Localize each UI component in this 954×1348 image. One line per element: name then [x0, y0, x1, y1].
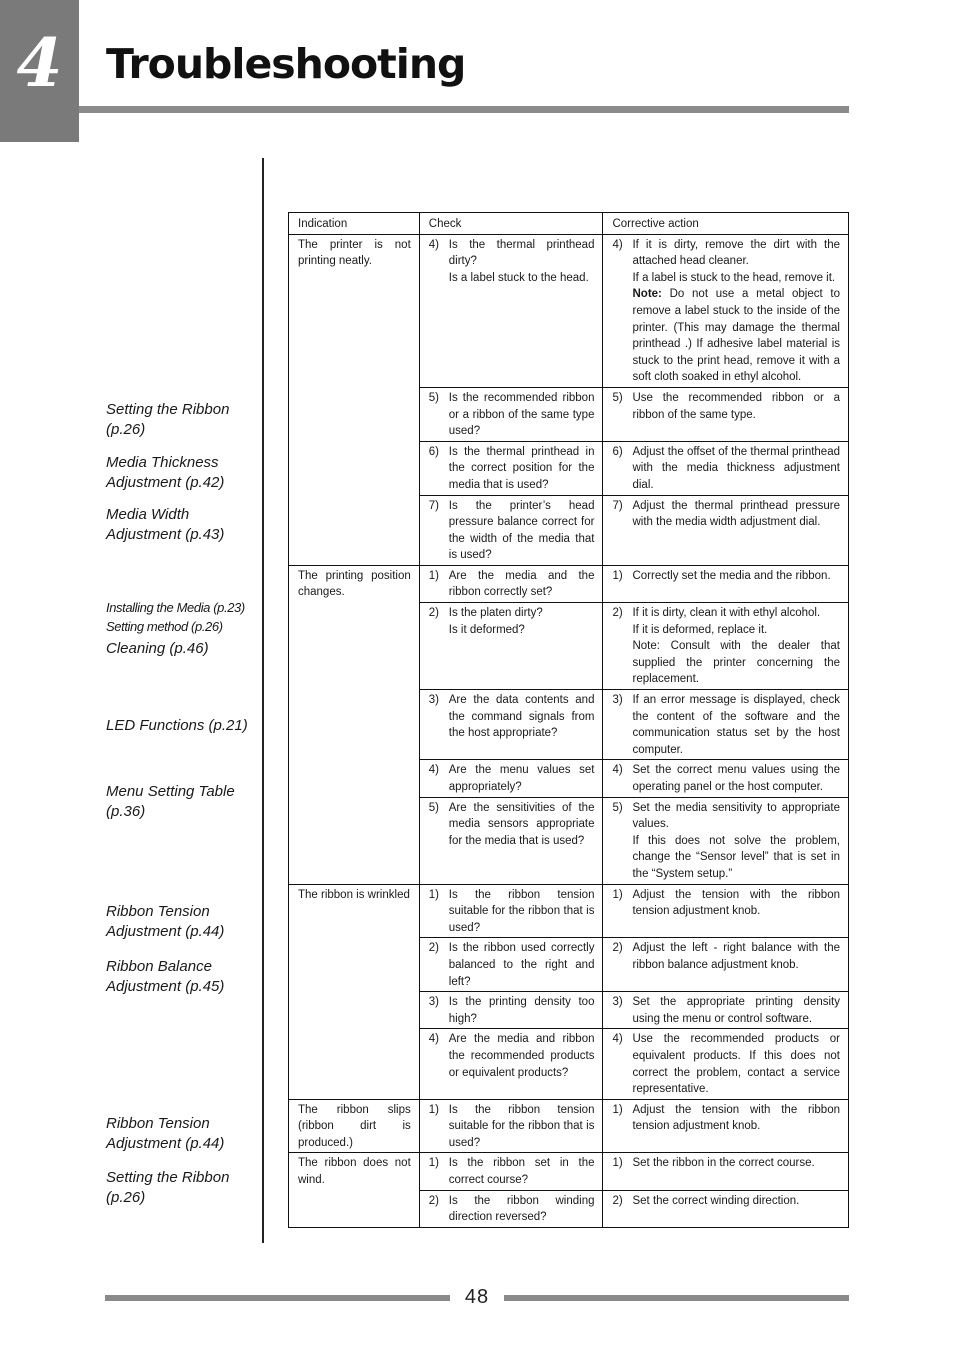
action-body: If it is dirty, remove the dirt with the attached head cleaner. If a label is stuck to the head, remove it. — [632, 238, 840, 284]
indication-cell: The ribbon is wrinkled — [289, 884, 420, 1099]
check-cell — [419, 992, 603, 1029]
check-cell — [419, 387, 603, 441]
check-text — [449, 940, 595, 990]
check-content — [429, 605, 595, 638]
action-text — [632, 1102, 840, 1135]
action-cell — [603, 992, 849, 1029]
check-body: Is the thermal printhead dirty? Is a label stuck to the head. — [448, 238, 595, 284]
check-text — [449, 1102, 595, 1152]
check-content — [429, 994, 595, 1027]
check-number: 4) — [428, 238, 439, 251]
ref-menu-setting-table[interactable]: Menu Setting Table (p.36) — [106, 783, 235, 820]
action-number: 3) — [612, 996, 623, 1009]
action-number: 4) — [612, 764, 623, 777]
action-body: Adjust the tension with the ribbon tension adjustment knob. — [632, 1103, 840, 1133]
check-text — [449, 444, 595, 494]
action-body: Adjust the left - right balance with the ribbon balance adjustment knob. — [632, 942, 840, 971]
header-corrective-action: Corrective action — [603, 213, 849, 235]
action-note — [632, 286, 840, 386]
action-cell — [603, 1190, 849, 1227]
header-check: Check — [419, 213, 603, 235]
check-number: 2) — [428, 607, 439, 620]
check-number: 5) — [428, 391, 439, 404]
check-body: Is the ribbon tension suitable for the ribbon that is used? — [448, 1103, 595, 1149]
action-content — [612, 444, 840, 494]
check-cell — [419, 1153, 603, 1190]
check-body: Are the media and the ribbon correctly set? — [448, 569, 595, 599]
ref-media-thickness[interactable]: Media Thickness Adjustment (p.42) — [106, 454, 225, 491]
footer-rule-right — [504, 1295, 849, 1301]
action-text — [632, 994, 840, 1027]
action-body: Use the recommended ribbon or a ribbon of the same type. — [632, 391, 840, 421]
action-cell — [603, 884, 849, 938]
action-cell — [603, 603, 849, 690]
action-number: 4) — [612, 1033, 623, 1046]
check-cell — [419, 565, 603, 602]
check-text — [449, 1193, 595, 1226]
ref-cleaning[interactable]: Cleaning (p.46) — [106, 640, 209, 657]
check-content — [429, 568, 595, 601]
table-row — [289, 565, 849, 602]
check-body: Is the ribbon winding direction reversed? — [448, 1194, 595, 1224]
ref-ribbon-tension[interactable]: Ribbon Tension Adjustment (p.44) — [106, 903, 225, 940]
action-body: Use the recommended products or equivalent products. If this does not correct the problem, contact a service representative. — [632, 1033, 840, 1096]
action-cell — [603, 1029, 849, 1099]
check-text — [449, 605, 595, 638]
check-content — [429, 1102, 595, 1152]
action-text — [632, 444, 840, 494]
indication-cell: The printer is not printing neatly. — [289, 234, 420, 565]
action-text — [632, 498, 840, 531]
check-cell — [419, 884, 603, 938]
table-body — [289, 234, 849, 1227]
action-cell — [603, 495, 849, 565]
check-cell — [419, 690, 603, 760]
check-content — [429, 237, 595, 287]
check-text — [449, 800, 595, 850]
action-number: 2) — [612, 942, 623, 955]
check-content — [429, 498, 595, 564]
check-text — [449, 390, 595, 440]
check-text — [449, 568, 595, 601]
check-body: Is the recommended ribbon or a ribbon of the same type used? — [448, 391, 595, 438]
check-body: Are the menu values set appropriately? — [448, 764, 595, 793]
indication-cell: The ribbon slips (ribbon dirt is produced.) — [289, 1099, 420, 1153]
check-number: 6) — [428, 445, 439, 458]
check-content — [429, 887, 595, 937]
action-text — [632, 568, 840, 585]
ref-led-functions[interactable]: LED Functions (p.21) — [106, 717, 248, 734]
check-number: 4) — [428, 764, 439, 777]
check-body: Are the media and ribbon the recommended products or equivalent products? — [448, 1033, 595, 1079]
action-number: 5) — [612, 391, 623, 404]
action-cell — [603, 690, 849, 760]
action-text — [632, 1031, 840, 1097]
action-text — [632, 940, 840, 973]
action-number: 1) — [612, 569, 623, 582]
action-text — [632, 800, 840, 883]
ref-installing-media[interactable]: Installing the Media (p.23) Setting method (p.26) — [106, 600, 245, 634]
check-cell — [419, 760, 603, 797]
action-cell — [603, 760, 849, 797]
action-content — [612, 1102, 840, 1135]
action-content — [612, 1155, 840, 1172]
table-header-row — [289, 213, 849, 235]
ref-setting-ribbon[interactable]: Setting the Ribbon (p.26) — [106, 401, 230, 438]
ref-ribbon-tension-2[interactable]: Ribbon Tension Adjustment (p.44) — [106, 1115, 225, 1152]
action-text — [632, 237, 840, 386]
action-body: Correctly set the media and the ribbon. — [632, 569, 831, 582]
check-text — [449, 1031, 595, 1081]
action-number: 6) — [612, 445, 623, 458]
action-content — [612, 605, 840, 688]
action-text — [632, 762, 840, 795]
action-content — [612, 390, 840, 423]
action-body: Set the correct menu values using the operating panel or the host computer. — [632, 764, 840, 793]
check-text — [449, 762, 595, 795]
action-number: 2) — [612, 1194, 623, 1207]
check-number: 1) — [428, 1157, 439, 1170]
check-content — [429, 762, 595, 795]
check-number: 5) — [428, 801, 439, 814]
action-text — [632, 887, 840, 920]
check-text — [449, 994, 595, 1027]
action-cell — [603, 1153, 849, 1190]
footer-rule-left — [105, 1295, 450, 1301]
action-number: 3) — [612, 694, 623, 707]
check-cell — [419, 603, 603, 690]
check-number: 1) — [428, 569, 439, 582]
check-body: Is the printer’s head pressure balance correct for the width of the media that is used? — [448, 499, 595, 562]
check-body: Are the sensitivities of the media sensors appropriate for the media that is used? — [448, 801, 595, 847]
check-number: 1) — [428, 888, 439, 901]
page-title: Troubleshooting — [106, 40, 466, 88]
check-body: Is the ribbon set in the correct course? — [448, 1157, 595, 1187]
action-cell — [603, 234, 849, 387]
action-content — [612, 237, 840, 386]
action-content — [612, 887, 840, 920]
action-text — [632, 605, 840, 688]
action-cell — [603, 797, 849, 884]
check-content — [429, 1155, 595, 1188]
note-text: Do not use a metal object to remove a label stuck to the inside of the printer. (This may damage the thermal printhead .) If adhesive label material is stuck to the print head, remove it with a soft cloth soaked in ethyl alcohol. — [632, 288, 840, 384]
check-text — [449, 692, 595, 742]
action-content — [612, 498, 840, 531]
check-content — [429, 444, 595, 494]
table-row — [289, 1153, 849, 1190]
action-content — [612, 1193, 840, 1210]
action-text — [632, 1155, 840, 1172]
action-number: 4) — [612, 238, 623, 251]
action-number: 1) — [612, 1157, 623, 1170]
check-cell — [419, 234, 603, 387]
action-body: If it is dirty, clean it with ethyl alcohol. If it is deformed, replace it. Note: Consult with the dealer that supplied the printer concerning the replacement. — [632, 607, 840, 686]
ref-media-width[interactable]: Media Width Adjustment (p.43) — [106, 506, 225, 543]
action-content — [612, 762, 840, 795]
check-number: 7) — [428, 499, 439, 512]
action-content — [612, 692, 840, 758]
action-number: 5) — [612, 801, 623, 814]
check-text — [449, 887, 595, 937]
check-content — [429, 390, 595, 440]
check-cell — [419, 938, 603, 992]
check-cell — [419, 1099, 603, 1153]
action-body: Set the correct winding direction. — [632, 1194, 800, 1207]
check-body: Are the data contents and the command signals from the host appropriate? — [448, 694, 595, 740]
action-text — [632, 692, 840, 758]
check-cell — [419, 1029, 603, 1099]
margin-divider — [262, 158, 264, 1243]
action-cell — [603, 441, 849, 495]
page-number: 48 — [464, 1286, 490, 1308]
check-body: Is the printing density too high? — [448, 996, 595, 1025]
action-text — [632, 390, 840, 423]
action-content — [612, 940, 840, 973]
check-cell — [419, 495, 603, 565]
action-cell — [603, 387, 849, 441]
check-cell — [419, 441, 603, 495]
check-number: 2) — [428, 942, 439, 955]
check-body: Is the platen dirty? Is it deformed? — [448, 607, 543, 636]
table-row — [289, 1099, 849, 1153]
table-row — [289, 234, 849, 387]
chapter-number: 4 — [16, 24, 63, 102]
indication-cell: The printing position changes. — [289, 565, 420, 884]
check-number: 3) — [428, 996, 439, 1009]
action-cell — [603, 565, 849, 602]
action-number: 1) — [612, 1103, 623, 1116]
action-number: 2) — [612, 607, 623, 620]
troubleshooting-table — [288, 212, 849, 1228]
check-text — [449, 498, 595, 564]
action-cell — [603, 1099, 849, 1153]
check-cell — [419, 1190, 603, 1227]
action-content — [612, 568, 840, 585]
action-content — [612, 1031, 840, 1097]
action-number: 1) — [612, 888, 623, 901]
check-number: 2) — [428, 1194, 439, 1207]
action-body: If an error message is displayed, check the content of the software and the communication status set by the host computer. — [632, 694, 840, 756]
action-content — [612, 994, 840, 1027]
action-number: 7) — [612, 499, 623, 512]
check-text — [449, 237, 595, 287]
check-content — [429, 800, 595, 850]
check-content — [429, 692, 595, 742]
header-indication: Indication — [289, 213, 420, 235]
action-text — [632, 1193, 840, 1210]
action-content — [612, 800, 840, 883]
action-body: Adjust the tension with the ribbon tension adjustment knob. — [632, 888, 840, 918]
check-number: 1) — [428, 1103, 439, 1116]
indication-cell: The ribbon does not wind. — [289, 1153, 420, 1227]
ref-setting-ribbon-2[interactable]: Setting the Ribbon (p.26) — [106, 1169, 230, 1206]
check-text — [449, 1155, 595, 1188]
check-content — [429, 1193, 595, 1226]
action-cell — [603, 938, 849, 992]
action-body: Set the ribbon in the correct course. — [632, 1157, 815, 1170]
action-body: Set the media sensitivity to appropriate values. If this does not solve the problem, change the “Sensor level” that is set in the “System setup.” — [632, 801, 840, 880]
check-body: Is the thermal printhead in the correct position for the media that is used? — [448, 445, 595, 491]
check-content — [429, 940, 595, 990]
note-label: Note: — [632, 288, 662, 301]
table-row — [289, 884, 849, 938]
action-body: Adjust the offset of the thermal printhead with the media thickness adjustment dial. — [632, 445, 840, 491]
check-body: Is the ribbon used correctly balanced to the right and left? — [448, 942, 595, 988]
ref-ribbon-balance[interactable]: Ribbon Balance Adjustment (p.45) — [106, 958, 225, 995]
action-body: Set the appropriate printing density using the menu or control software. — [632, 996, 840, 1025]
check-number: 4) — [428, 1033, 439, 1046]
check-cell — [419, 797, 603, 884]
action-body: Adjust the thermal printhead pressure with the media width adjustment dial. — [632, 499, 840, 529]
title-rule — [79, 106, 849, 113]
check-number: 3) — [428, 694, 439, 707]
check-content — [429, 1031, 595, 1081]
check-body: Is the ribbon tension suitable for the ribbon that is used? — [448, 888, 595, 934]
